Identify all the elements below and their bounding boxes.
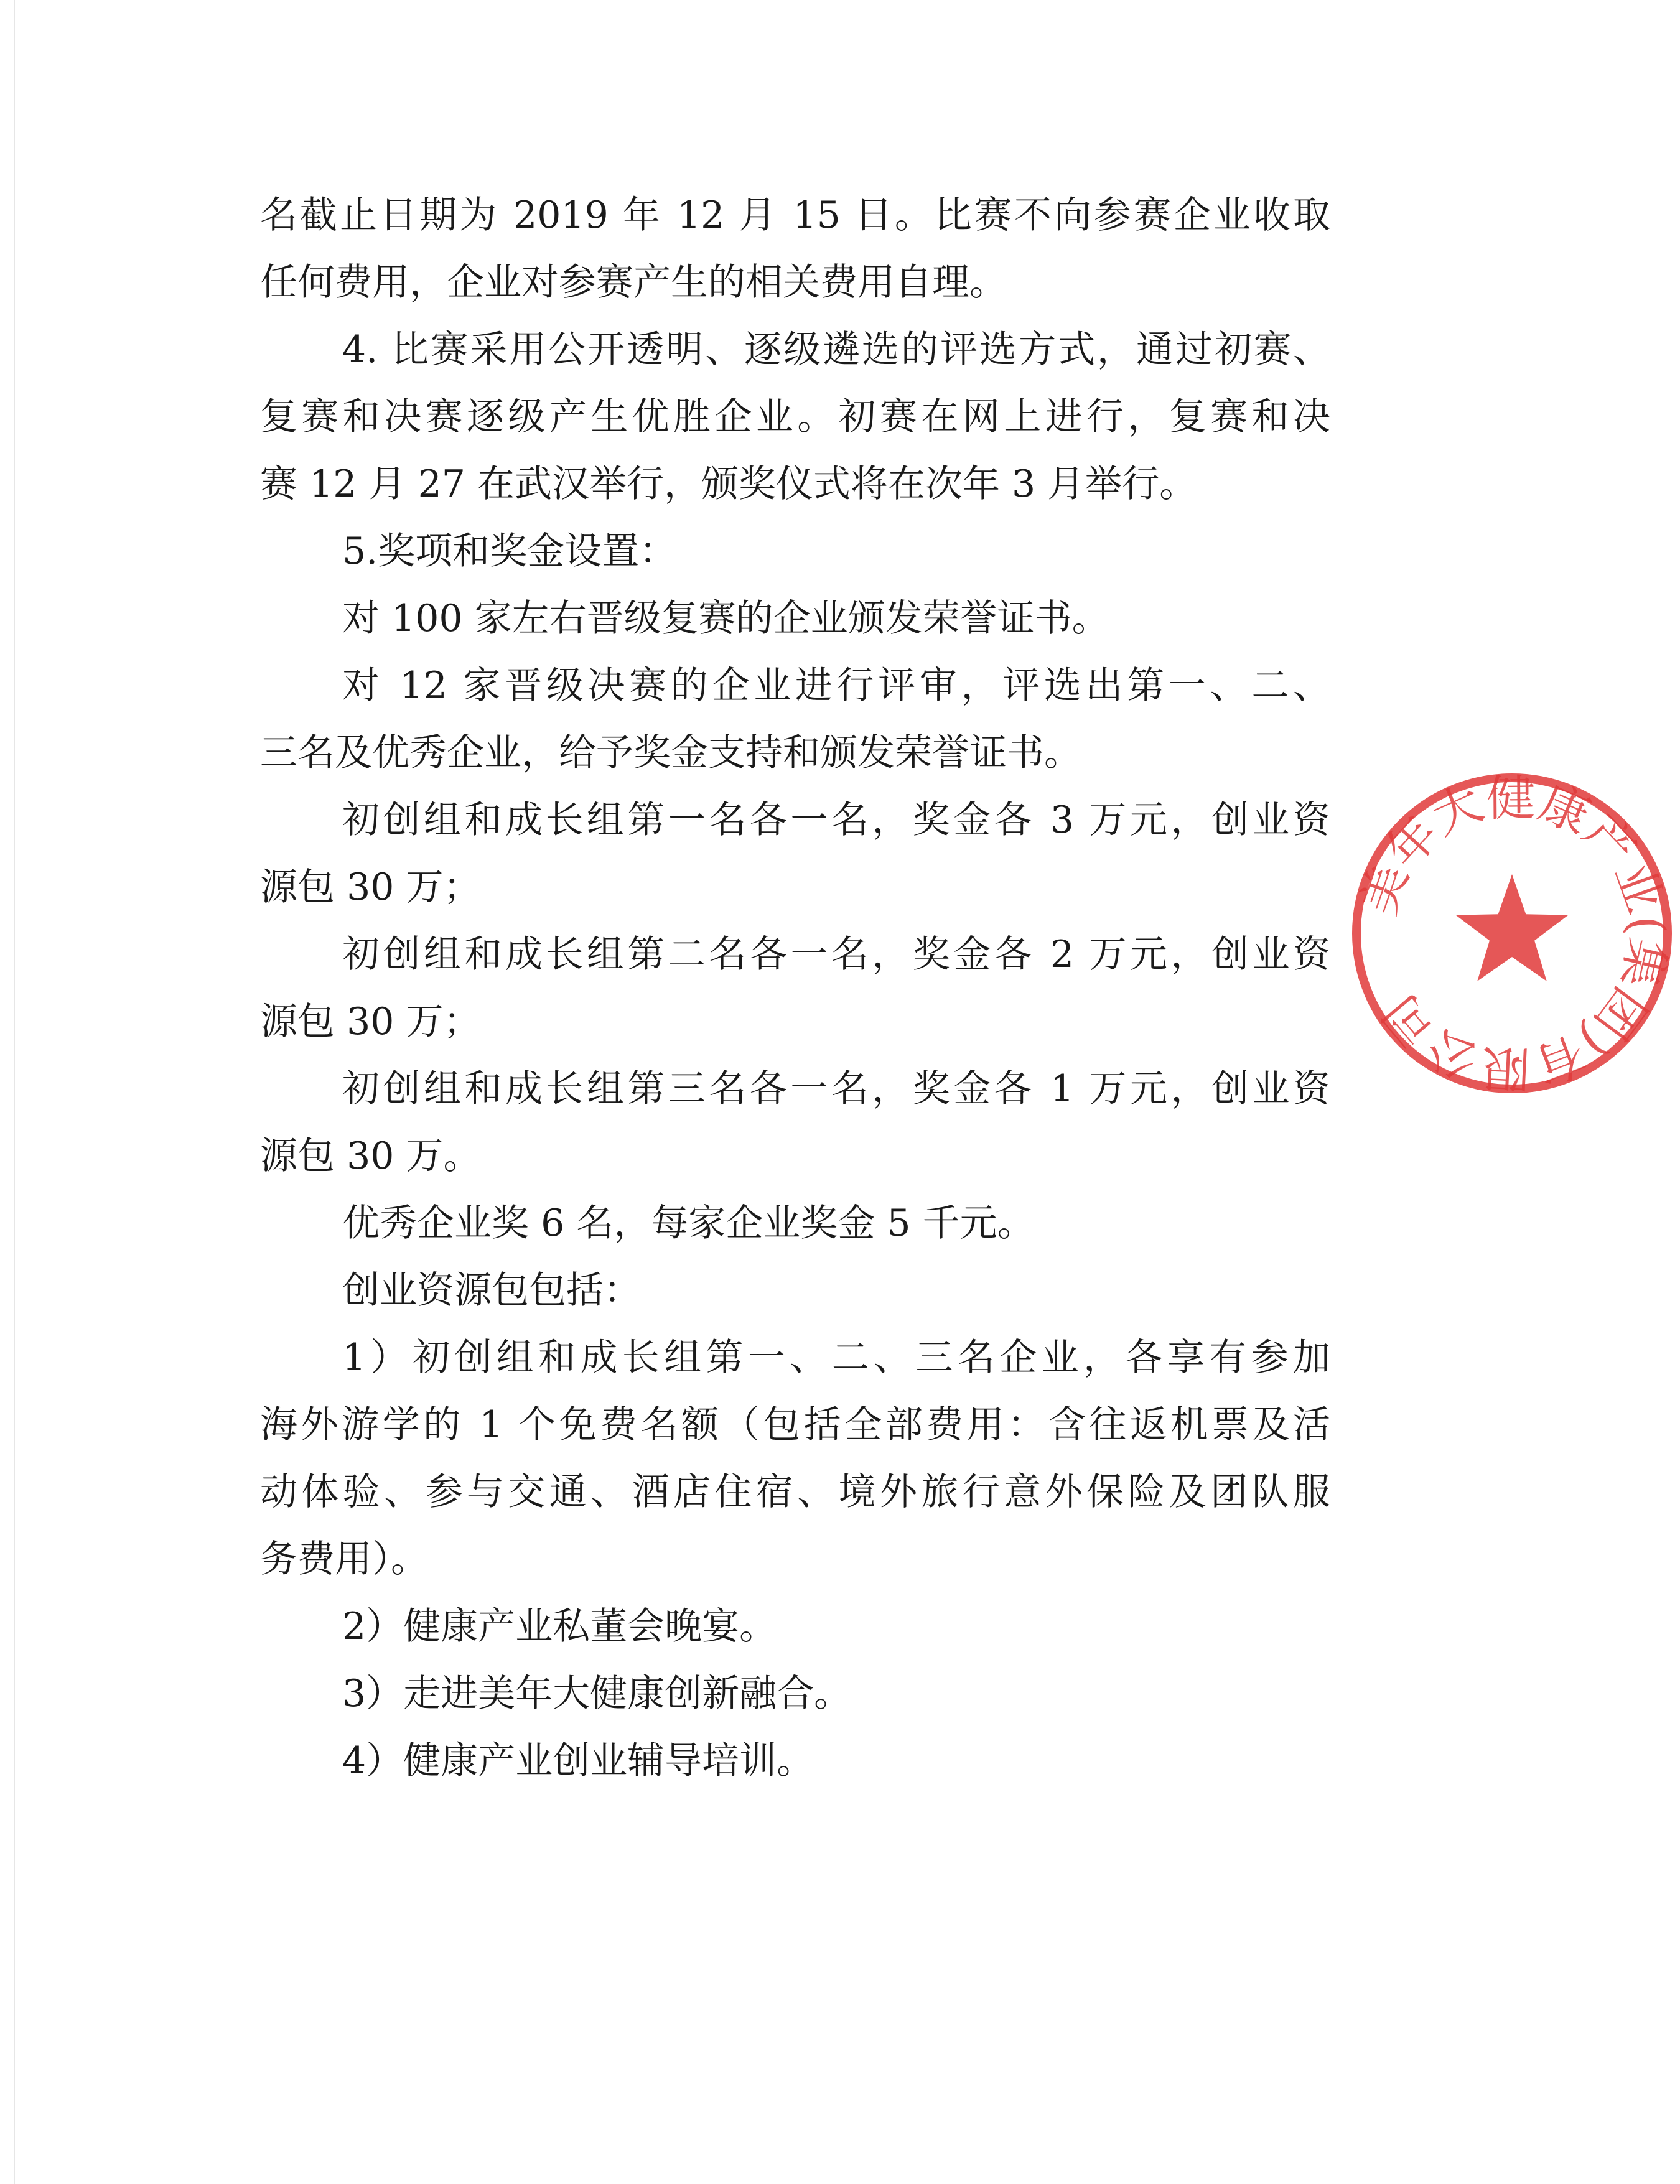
text-line-17: 创业资源包包括： [342, 1269, 641, 1312]
seal-star-icon [1456, 874, 1569, 981]
text-line-20: 动体验、参与交通、酒店住宿、境外旅行意外保险及团队服 [260, 1470, 1330, 1514]
text-line-8: 对 12 家晋级决赛的企业进行评审，评选出第一、二、 [342, 664, 1330, 707]
text-line-2: 任何费用，企业对参赛产生的相关费用自理。 [260, 261, 1007, 304]
text-line-3: 4. 比赛采用公开透明、逐级遴选的评选方式，通过初赛、 [342, 328, 1330, 371]
text-line-14: 初创组和成长组第三名各一名，奖金各 1 万元，创业资 [342, 1067, 1330, 1111]
text-line-13: 源包 30 万； [260, 1000, 481, 1043]
text-line-15: 源包 30 万。 [260, 1134, 481, 1178]
text-line-21: 务费用）。 [260, 1538, 428, 1581]
text-line-6: 5.奖项和奖金设置： [342, 530, 677, 573]
text-line-4: 复赛和决赛逐级产生优胜企业。初赛在网上进行，复赛和决 [260, 395, 1330, 439]
text-line-16: 优秀企业奖 6 名，每家企业奖金 5 千元。 [342, 1202, 1035, 1245]
seal-graphic [1344, 765, 1680, 1101]
text-line-12: 初创组和成长组第二名各一名，奖金各 2 万元，创业资 [342, 933, 1330, 976]
text-line-5: 赛 12 月 27 在武汉举行，颁奖仪式将在次年 3 月举行。 [260, 462, 1197, 506]
company-seal-stamp [1344, 765, 1676, 1101]
text-line-10: 初创组和成长组第一名各一名，奖金各 3 万元，创业资 [342, 798, 1330, 842]
text-line-22: 2）健康产业私董会晚宴。 [342, 1605, 777, 1648]
text-line-18: 1）初创组和成长组第一、二、三名企业，各享有参加 [342, 1336, 1330, 1379]
seal-arc-textpath: 美年大健康产业(集团)有限公司 [1350, 770, 1676, 1097]
text-line-24: 4）健康产业创业辅导培训。 [342, 1739, 814, 1783]
document-body [260, 182, 1330, 1794]
text-line-11: 源包 30 万； [260, 866, 481, 909]
text-line-23: 3）走进美年大健康创新融合。 [342, 1672, 852, 1715]
scan-edge-line [14, 0, 15, 2184]
text-line-19: 海外游学的 1 个免费名额（包括全部费用：含往返机票及活 [260, 1403, 1330, 1447]
text-line-9: 三名及优秀企业，给予奖金支持和颁发荣誉证书。 [260, 731, 1081, 775]
text-line-7: 对 100 家左右晋级复赛的企业颁发荣誉证书。 [342, 597, 1109, 640]
text-line-1: 名截止日期为 2019 年 12 月 15 日。比赛不向参赛企业收取 [260, 194, 1330, 237]
